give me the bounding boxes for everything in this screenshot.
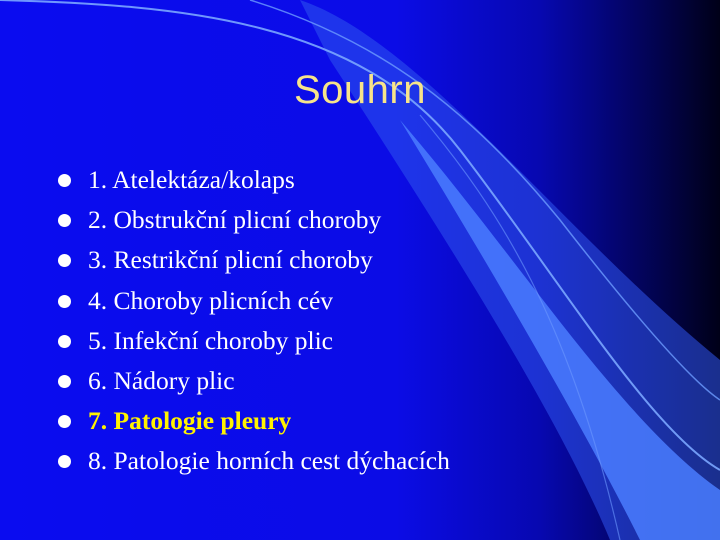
bullet-label: 2. Obstrukční plicní choroby <box>88 205 382 235</box>
bullet-label: 3. Restrikční plicní choroby <box>88 245 373 275</box>
bullet-icon <box>58 335 71 348</box>
bullet-icon <box>58 295 71 308</box>
bullet-icon <box>58 174 71 187</box>
bullet-label: 4. Choroby plicních cév <box>88 285 334 315</box>
bullet-label: 6. Nádory plic <box>88 365 235 395</box>
bullet-icon <box>58 375 71 388</box>
bullet-label-highlighted: 7. Patologie pleury <box>88 406 292 436</box>
slide-title: Souhrn <box>294 68 426 112</box>
bullet-label: 5. Infekční choroby plic <box>88 325 334 355</box>
bullet-label: 1. Atelektáza/kolaps <box>88 165 295 194</box>
bullet-label: 8. Patologie horních cest dýchacích <box>88 446 450 476</box>
